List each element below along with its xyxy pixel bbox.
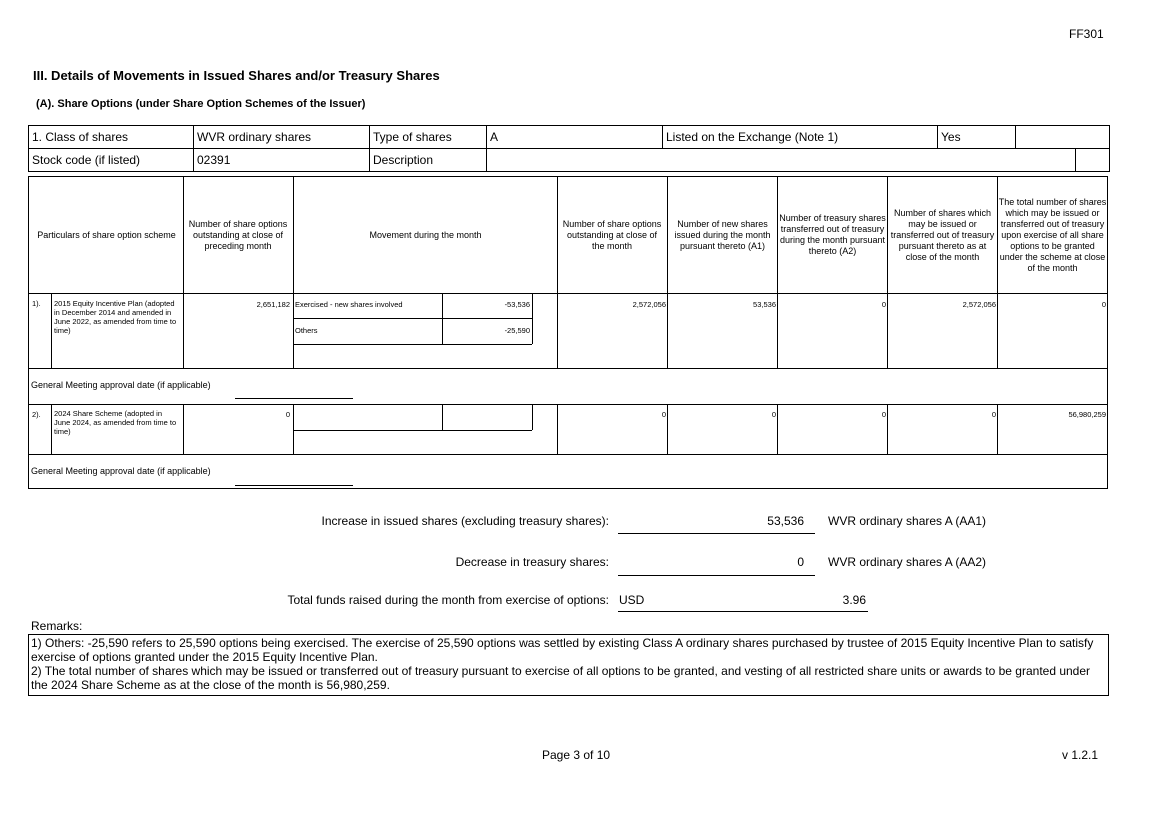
row-2-gm-approval-date-field[interactable] (235, 485, 353, 486)
stock-code-label: Stock code (if listed) (29, 149, 194, 172)
decrease-unit: WVR ordinary shares A (AA2) (828, 555, 987, 569)
increase-unit: WVR ordinary shares A (AA1) (828, 514, 987, 528)
col-header-outstanding-preceding: Number of share options outstanding at close of preceding month (188, 218, 288, 251)
subsection-title: (A). Share Options (under Share Option Schemes of the Issuer) (36, 98, 366, 110)
funds-underline (618, 611, 868, 612)
row-2-close: 0 (661, 410, 666, 419)
class-of-shares-value: WVR ordinary shares (194, 126, 370, 149)
decrease-underline (618, 575, 815, 576)
remark-1: 1) Others: -25,590 refers to 25,590 options being exercised. The exercise of 25,590 options was settled by existing Class A ordinary shares purchased by trustee of 2015 Equity Incentive Plan to satisfy exercise of options granted under the 2015 Equity Incentive Plan. (31, 636, 1094, 664)
listed-blank-cell (1016, 126, 1110, 149)
row-2-gm-approval-label: General Meeting approval date (if applicable) (31, 466, 211, 476)
form-code: FF301 (1069, 27, 1104, 41)
description-value (487, 149, 1076, 172)
col-header-movement: Movement during the month (369, 229, 482, 240)
funds-value: 3.96 (842, 593, 866, 607)
increase-value: 53,536 (767, 514, 804, 528)
row-1-new-shares: 53,536 (753, 300, 776, 309)
row-1-movement-2-label: Others (295, 326, 318, 335)
type-of-shares-label: Type of shares (370, 126, 487, 149)
col-header-outstanding-close: Number of share options outstanding at close of the month (562, 218, 662, 251)
section-title: III. Details of Movements in Issued Shares and/or Treasury Shares (33, 68, 440, 83)
row-2-total: 56,980,259 (1068, 410, 1106, 419)
row-2-preceding: 0 (285, 410, 290, 419)
stock-code-value: 02391 (194, 149, 370, 172)
row-2-scheme-name: 2024 Share Scheme (adopted in June 2024, as amended from time to time) (54, 409, 177, 436)
row-1-gm-approval-date-field[interactable] (235, 398, 353, 399)
row-1-movement-1-label: Exercised - new shares involved (295, 300, 403, 309)
row-1-close: 2,572,056 (632, 300, 666, 309)
increase-underline (618, 533, 815, 534)
funds-currency: USD (619, 593, 645, 607)
remark-2: 2) The total number of shares which may be issued or transferred out of treasury pursuant to exercise of all options to be granted, and vesting of all restricted share units or awards to be granted under the 2024 Share Scheme as at the close of the month is 56,980,259. (31, 664, 1091, 692)
row-2-index: 2). (32, 410, 41, 419)
row-1-preceding: 2,651,182 (256, 300, 290, 309)
share-class-header-table (28, 125, 1110, 172)
row-2-new-shares: 0 (771, 410, 776, 419)
col-header-total-number: The total number of shares which may be issued or transferred out of treasury upon exercise of all share options to be granted under the scheme at close of the month (998, 196, 1107, 273)
decrease-label: Decrease in treasury shares: (455, 555, 609, 569)
row-1-movement-2-value: -25,590 (504, 326, 530, 335)
increase-label: Increase in issued shares (excluding treasury shares): (321, 514, 609, 528)
row-1-index: 1). (32, 299, 41, 308)
decrease-value: 0 (797, 555, 804, 569)
row-1-scheme-name: 2015 Equity Incentive Plan (adopted in December 2014 and amended in June 2022, as amended from time to time) (54, 299, 177, 335)
row-1-movement-1-value: -53,536 (504, 300, 530, 309)
row-1-may-be-issued: 2,572,056 (962, 300, 996, 309)
col-header-particulars: Particulars of share option scheme (37, 229, 176, 240)
type-of-shares-value: A (487, 126, 663, 149)
col-header-new-shares: Number of new shares issued during the month pursuant thereto (A1) (674, 218, 771, 251)
row-2-treasury: 0 (881, 410, 886, 419)
col-header-treasury-transferred: Number of treasury shares transferred out of treasury during the month pursuant thereto (A2) (779, 213, 886, 256)
description-blank-cell (1076, 149, 1110, 172)
class-of-shares-label: 1. Class of shares (29, 126, 194, 149)
row-1-total: 0 (1101, 300, 1106, 309)
row-1-gm-approval-label: General Meeting approval date (if applicable) (31, 380, 211, 390)
row-2-may-be-issued: 0 (991, 410, 996, 419)
funds-label: Total funds raised during the month from exercise of options: (287, 593, 609, 607)
remarks-box (28, 634, 1109, 696)
listed-label: Listed on the Exchange (Note 1) (663, 126, 938, 149)
col-header-may-be-issued: Number of shares which may be issued or transferred out of treasury pursuant thereto as at close of the month (890, 207, 995, 262)
listed-value: Yes (938, 126, 1016, 149)
share-options-table (28, 176, 1108, 489)
version: v 1.2.1 (1062, 748, 1099, 762)
page-number: Page 3 of 10 (542, 748, 611, 762)
row-1-treasury: 0 (881, 300, 886, 309)
description-label: Description (370, 149, 487, 172)
remarks-title: Remarks: (31, 619, 83, 633)
